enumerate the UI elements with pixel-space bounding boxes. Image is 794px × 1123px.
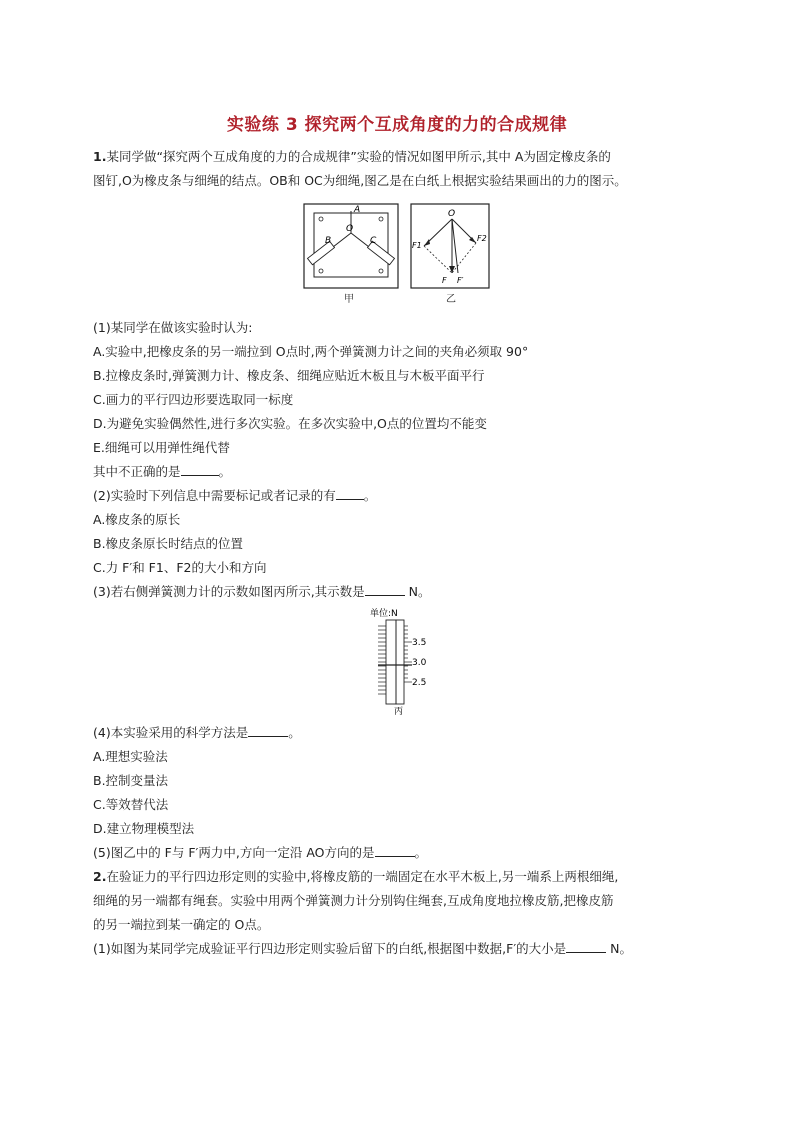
q2-stem-line-3: 的另一端拉到某一确定的 O点。 xyxy=(93,917,270,932)
q1-p2-option-A: A.橡皮条的原长 xyxy=(93,512,181,527)
fig-yi-label-F1: F1 xyxy=(412,241,422,250)
fig-jia-label-O: O xyxy=(346,224,354,234)
q1-p4-answer-blank[interactable] xyxy=(248,724,288,737)
q1-p1-option-C: C.画力的平行四边形要选取同一标度 xyxy=(93,392,294,407)
q2-p1-stem-line xyxy=(93,937,733,961)
fig-yi-caption: 乙 xyxy=(446,294,456,305)
gauge-tick-3-0: 3.0 xyxy=(412,658,427,668)
fig-yi-label-F-prime: F′ xyxy=(457,276,464,285)
q1-p4-option-B: B.控制变量法 xyxy=(93,773,169,788)
q1-p3-stem-line xyxy=(93,580,733,604)
q2-number: 2. xyxy=(93,869,107,884)
fig-jia-caption: 甲 xyxy=(344,294,354,305)
q1-p1-option-D: D.为避免实验偶然性,进行多次实验。在多次实验中,O点的位置均不能变 xyxy=(93,416,487,431)
gauge-tick-3-5: 3.5 xyxy=(412,638,427,648)
q1-p5-end: 。 xyxy=(414,845,428,860)
q2-p1-answer-blank[interactable] xyxy=(566,940,606,953)
q1-p5-stem: (5)图乙中的 F与 F′两力中,方向一定沿 AO方向的是 xyxy=(93,845,375,860)
gauge-caption: 丙 xyxy=(394,707,404,716)
q1-stem-line-2: 图钉,O为橡皮条与细绳的结点。OB和 OC为细绳,图乙是在白纸上根据实验结果画出的力的图示。 xyxy=(93,173,627,188)
q1-number: 1. xyxy=(93,149,107,164)
fig-jia-label-C: C xyxy=(370,236,377,246)
q1-p1-ask-end: 。 xyxy=(218,464,232,479)
gauge-tick-2-5: 2.5 xyxy=(412,678,427,688)
fig-jia-label-A: A xyxy=(354,205,361,215)
fig-yi-label-F2: F2 xyxy=(477,234,487,243)
q1-p2-stem: (2)实验时下列信息中需要标记或者记录的有 xyxy=(93,488,336,503)
fig-jia-label-B: B xyxy=(325,236,332,246)
q1-p3-end: N。 xyxy=(404,584,431,599)
q1-p2-answer-blank[interactable] xyxy=(336,487,364,500)
page-title: 实验练 3 探究两个互成角度的力的合成规律 xyxy=(226,115,568,135)
q2-p1-stem: (1)如图为某同学完成验证平行四边形定则实验后留下的白纸,根据图中数据,F′的大小是 xyxy=(93,941,567,956)
q1-p5-answer-blank[interactable] xyxy=(375,844,415,857)
q1-p4-end: 。 xyxy=(288,725,301,740)
q1-p1-answer-blank[interactable] xyxy=(181,463,219,476)
q1-p4-option-C: C.等效替代法 xyxy=(93,797,169,812)
figure-jia xyxy=(303,203,399,289)
q2-p1-end: N。 xyxy=(606,941,633,956)
q1-p5-stem-line xyxy=(93,841,733,865)
q1-p3-stem: (3)若右侧弹簧测力计的示数如图丙所示,其示数是 xyxy=(93,584,365,599)
q1-p3-answer-blank[interactable] xyxy=(365,583,405,596)
q2-stem-line-1 xyxy=(93,865,733,889)
figure-bing-spring-scale xyxy=(364,606,436,716)
q1-stem-text-1: 某同学做“探究两个互成角度的力的合成规律”实验的情况如图甲所示,其中 A为固定橡皮条的 xyxy=(106,149,611,164)
fig-yi-label-F: F xyxy=(442,276,447,285)
q2-stem-line-2: 细绳的另一端都有绳套。实验中用两个弹簧测力计分别钩住绳套,互成角度地拉橡皮筋,把橡皮筋 xyxy=(93,893,614,908)
q1-stem-line-1 xyxy=(93,145,733,169)
q1-p1-option-A: A.实验中,把橡皮条的另一端拉到 O点时,两个弹簧测力计之间的夹角必须取 90° xyxy=(93,344,529,359)
q1-p2-stem-line xyxy=(93,484,733,508)
gauge-unit-label: 单位:N xyxy=(370,609,398,619)
q1-p1-stem: (1)某同学在做该实验时认为: xyxy=(93,320,253,335)
q1-p2-option-C: C.力 F′和 F1、F2的大小和方向 xyxy=(93,560,267,575)
q1-p4-option-A: A.理想实验法 xyxy=(93,749,168,764)
q1-p1-option-E: E.细绳可以用弹性绳代替 xyxy=(93,440,230,455)
q2-stem-text-1: 在验证力的平行四边形定则的实验中,将橡皮筋的一端固定在水平木板上,另一端系上两根细绳, xyxy=(106,869,619,884)
q1-p4-stem-line xyxy=(93,721,733,745)
q1-p2-option-B: B.橡皮条原长时结点的位置 xyxy=(93,536,244,551)
q1-p2-end: 。 xyxy=(363,488,377,503)
q1-p1-option-B: B.拉橡皮条时,弹簧测力计、橡皮条、细绳应贴近木板且与木板平面平行 xyxy=(93,368,485,383)
figure-yi xyxy=(410,203,490,289)
q1-p1-ask-text: 其中不正确的是 xyxy=(93,464,181,479)
q1-p4-stem: (4)本实验采用的科学方法是 xyxy=(93,725,249,740)
fig-yi-label-O: O xyxy=(448,209,456,219)
q1-p1-ask xyxy=(93,460,733,484)
q1-p4-option-D: D.建立物理模型法 xyxy=(93,821,195,836)
